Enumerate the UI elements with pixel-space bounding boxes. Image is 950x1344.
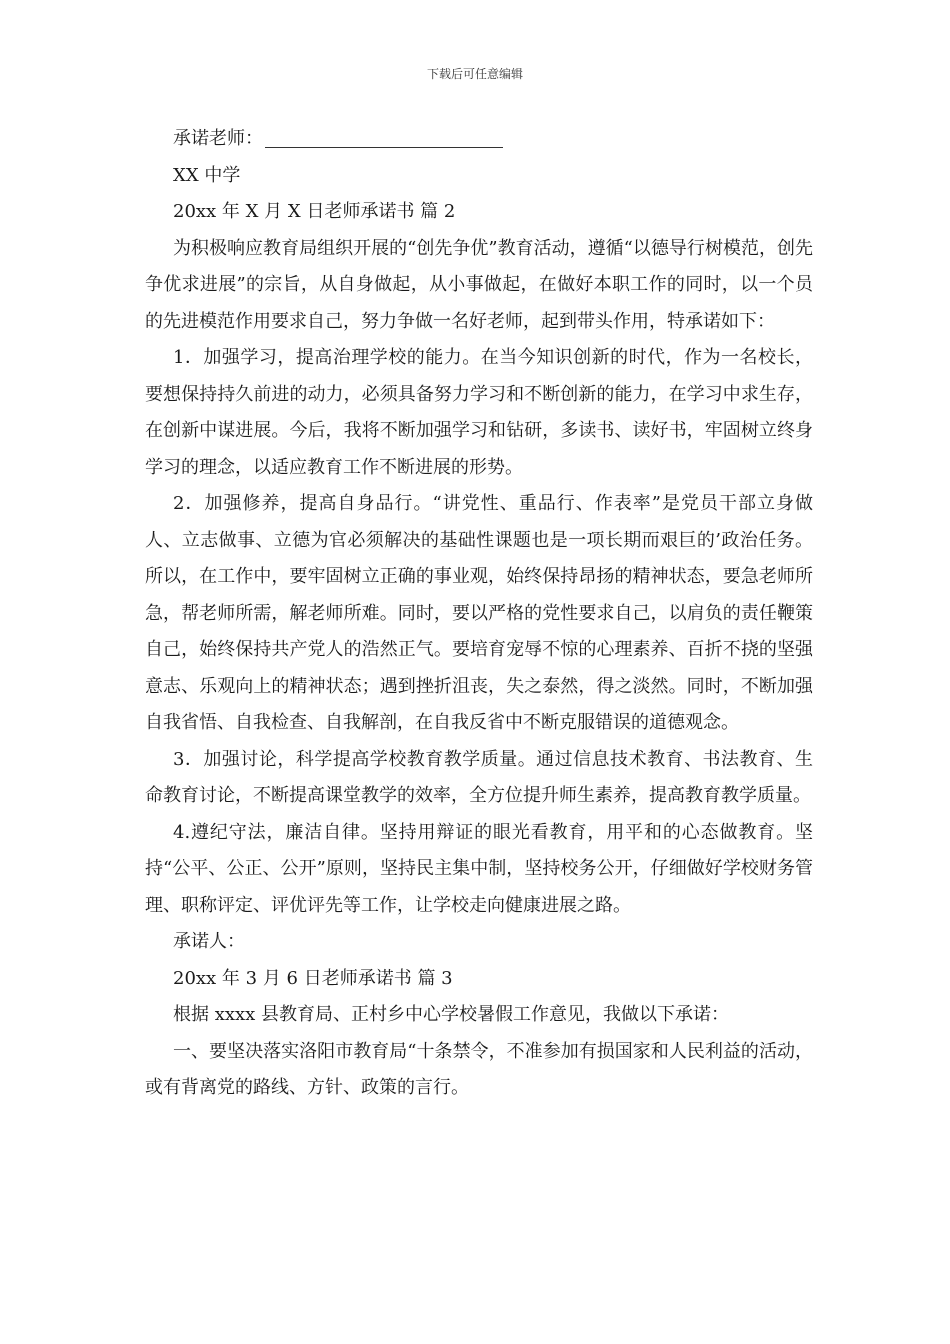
signature-blank [265, 131, 503, 148]
commitment-1: 1．加强学习，提高治理学校的能力。在当今知识创新的时代，作为一名校长，要想保持持久前进的动力，必须具备努力学习和不断创新的能力，在学习中求生存，在创新中谋进展。今后，我将不断加强学习和钻研，多读书、读好书，牢固树立终身学习的理念，以适应教育工作不断进展的形势。 [145, 347, 813, 478]
section-3-intro: 根据 xxxx 县教育局、正村乡中心学校暑假工作意见，我做以下承诺： [173, 1004, 730, 1025]
section-3-item-1: 一、要坚决落实洛阳市教育局“十条禁令，不准参加有损国家和人民利益的活动，或有背离党的路线、方针、政策的言行。 [145, 1040, 813, 1098]
promiser-label: 承诺人： [173, 931, 245, 952]
intro-paragraph: 为积极响应教育局组织开展的“创先争优”教育活动，遵循“以德导行树模范，创先争优求进展”的宗旨，从自身做起，从小事做起，在做好本职工作的同时，以一个员的先进模范作用要求自己，努力争做一名好老师，起到带头作用，特承诺如下： [145, 237, 813, 332]
commitment-3: 3．加强讨论，科学提高学校教育教学质量。通过信息技术教育、书法教育、生命教育讨论，不断提高课堂教学的效率，全方位提升师生素养，提高教育教学质量。 [145, 748, 813, 806]
teacher-signature-label: 承诺老师： [173, 128, 263, 149]
document-body [145, 121, 813, 1107]
section-2-title: 20xx 年 X 月 X 日老师承诺书 篇 2 [173, 201, 456, 222]
teacher-signature-line [145, 121, 813, 158]
section-3-title: 20xx 年 3 月 6 日老师承诺书 篇 3 [173, 967, 453, 989]
commitment-2: 2．加强修养，提高自身品行。“讲党性、重品行、作表率”是党员干部立身做人、立志做事、立德为官必须解决的基础性课题也是一项长期而艰巨的’政治任务。所以，在工作中，要牢固树立正确的事业观，始终保持昂扬的精神状态，要急老师所急，帮老师所需，解老师所难。同时，要以严格的党性要求自己，以肩负的责任鞭策自己，始终保持共产党人的浩然正气。要培育宠辱不惊的心理素养、百折不挠的坚强意志、乐观向上的精神状态；遇到挫折沮丧，失之泰然，得之淡然。同时，不断加强自我省悟、自我检查、自我解剖，在自我反省中不断克服错误的道德观念。 [145, 493, 813, 733]
school-name: XX 中学 [173, 164, 241, 186]
page-header-note: 下载后可任意编辑 [426, 67, 523, 81]
commitment-4: 4.遵纪守法，廉洁自律。坚持用辩证的眼光看教育，用平和的心态做教育。坚持“公平、公正、公开”原则，坚持民主集中制，坚持校务公开，仔细做好学校财务管理、职称评定、评优评先等工作，让学校走向健康进展之路。 [145, 821, 813, 916]
